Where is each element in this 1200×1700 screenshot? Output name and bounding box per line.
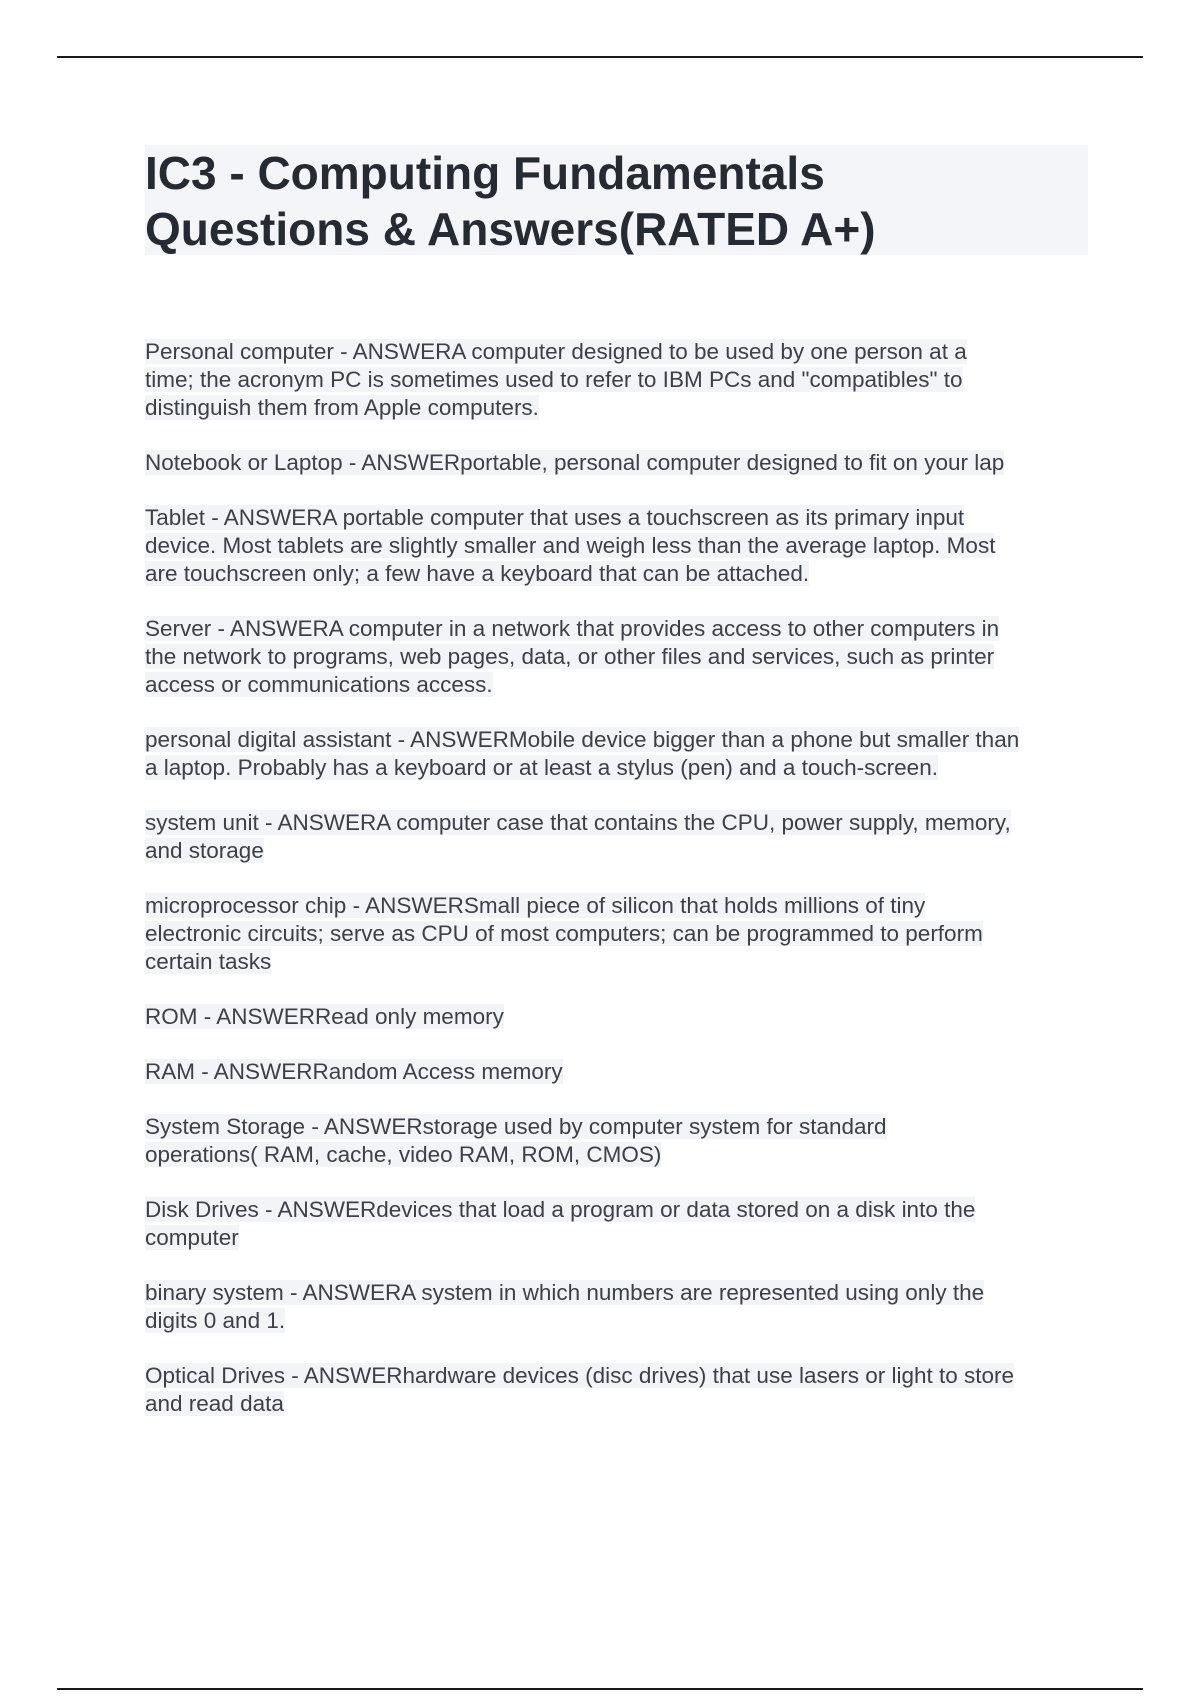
- qa-entry-text: access or communications access.: [145, 672, 493, 697]
- qa-entry-line: [145, 948, 1090, 976]
- qa-entry-line: [145, 754, 1090, 782]
- qa-entry-text: and read data: [145, 1391, 284, 1416]
- qa-entry-line: [145, 1058, 1090, 1086]
- qa-entry: [145, 615, 1090, 699]
- qa-entry-line: [145, 920, 1090, 948]
- qa-entry-line: [145, 892, 1090, 920]
- qa-entry-line: [145, 1141, 1090, 1169]
- qa-entry-line: [145, 1307, 1090, 1335]
- qa-entry-text: computer: [145, 1225, 239, 1250]
- qa-entry-line: [145, 1196, 1090, 1224]
- bottom-divider: [57, 1688, 1143, 1690]
- qa-entry-text: microprocessor chip - ANSWERSmall piece of silicon that holds millions of tiny: [145, 893, 926, 918]
- qa-entry-text: binary system - ANSWERA system in which numbers are represented using only the: [145, 1280, 985, 1305]
- qa-entry: [145, 504, 1090, 588]
- qa-entry-text: System Storage - ANSWERstorage used by computer system for standard: [145, 1114, 887, 1139]
- qa-entry-line: [145, 726, 1090, 754]
- qa-entry: [145, 1196, 1090, 1252]
- qa-entry-line: [145, 837, 1090, 865]
- qa-entry-line: [145, 532, 1090, 560]
- qa-entry-text: Optical Drives - ANSWERhardware devices (disc drives) that use lasers or light to store: [145, 1363, 1015, 1388]
- qa-entry-text: are touchscreen only; a few have a keyboard that can be attached.: [145, 561, 810, 586]
- document-title-line-1: IC3 - Computing Fundamentals: [145, 147, 825, 199]
- qa-entry-text: and storage: [145, 838, 264, 863]
- qa-entry-line: [145, 1224, 1090, 1252]
- qa-entry-text: Personal computer - ANSWERA computer designed to be used by one person at a: [145, 339, 967, 364]
- qa-entry-line: [145, 1390, 1090, 1418]
- qa-entry: [145, 892, 1090, 976]
- document-title-line-2: Questions & Answers(RATED A+): [145, 203, 876, 255]
- qa-entry-text: distinguish them from Apple computers.: [145, 395, 539, 420]
- qa-entry-line: [145, 394, 1090, 422]
- qa-entry-text: digits 0 and 1.: [145, 1308, 286, 1333]
- qa-entry-line: [145, 338, 1090, 366]
- qa-entry-line: [145, 504, 1090, 532]
- qa-entry-text: operations( RAM, cache, video RAM, ROM, CMOS): [145, 1142, 662, 1167]
- qa-entry-line: [145, 1003, 1090, 1031]
- qa-entry: [145, 338, 1090, 422]
- qa-entry-line: [145, 366, 1090, 394]
- qa-entry-text: a laptop. Probably has a keyboard or at least a stylus (pen) and a touch-screen.: [145, 755, 938, 780]
- qa-entry-text: Disk Drives - ANSWERdevices that load a program or data stored on a disk into the: [145, 1197, 976, 1222]
- qa-entry-text: electronic circuits; serve as CPU of most computers; can be programmed to perform: [145, 921, 983, 946]
- qa-entry-text: Tablet - ANSWERA portable computer that uses a touchscreen as its primary input: [145, 505, 965, 530]
- qa-list: [145, 338, 1090, 1445]
- qa-entry-line: [145, 1362, 1090, 1390]
- qa-entry-line: [145, 615, 1090, 643]
- top-divider: [57, 56, 1143, 58]
- qa-entry: [145, 1058, 1090, 1086]
- qa-entry-line: [145, 560, 1090, 588]
- qa-entry-text: RAM - ANSWERRandom Access memory: [145, 1059, 563, 1084]
- qa-entry: [145, 1113, 1090, 1169]
- qa-entry-text: Notebook or Laptop - ANSWERportable, personal computer designed to fit on your lap: [145, 450, 1005, 475]
- qa-entry: [145, 449, 1090, 477]
- qa-entry: [145, 1362, 1090, 1418]
- qa-entry-text: ROM - ANSWERRead only memory: [145, 1004, 504, 1029]
- qa-entry-text: system unit - ANSWERA computer case that contains the CPU, power supply, memory,: [145, 810, 1011, 835]
- qa-entry: [145, 809, 1090, 865]
- qa-entry-line: [145, 1113, 1090, 1141]
- qa-entry-text: Server - ANSWERA computer in a network that provides access to other computers in: [145, 616, 1000, 641]
- qa-entry-text: certain tasks: [145, 949, 272, 974]
- qa-entry-line: [145, 449, 1090, 477]
- qa-entry-line: [145, 643, 1090, 671]
- qa-entry-line: [145, 1279, 1090, 1307]
- qa-entry: [145, 726, 1090, 782]
- qa-entry-line: [145, 671, 1090, 699]
- qa-entry-text: the network to programs, web pages, data, or other files and services, such as printer: [145, 644, 995, 669]
- qa-entry-line: [145, 809, 1090, 837]
- qa-entry: [145, 1003, 1090, 1031]
- qa-entry-text: personal digital assistant - ANSWERMobile device bigger than a phone but smaller than: [145, 727, 1020, 752]
- document-title: [145, 145, 1088, 255]
- qa-entry-text: device. Most tablets are slightly smaller and weigh less than the average laptop. Most: [145, 533, 996, 558]
- qa-entry-text: time; the acronym PC is sometimes used to refer to IBM PCs and "compatibles" to: [145, 367, 963, 392]
- qa-entry: [145, 1279, 1090, 1335]
